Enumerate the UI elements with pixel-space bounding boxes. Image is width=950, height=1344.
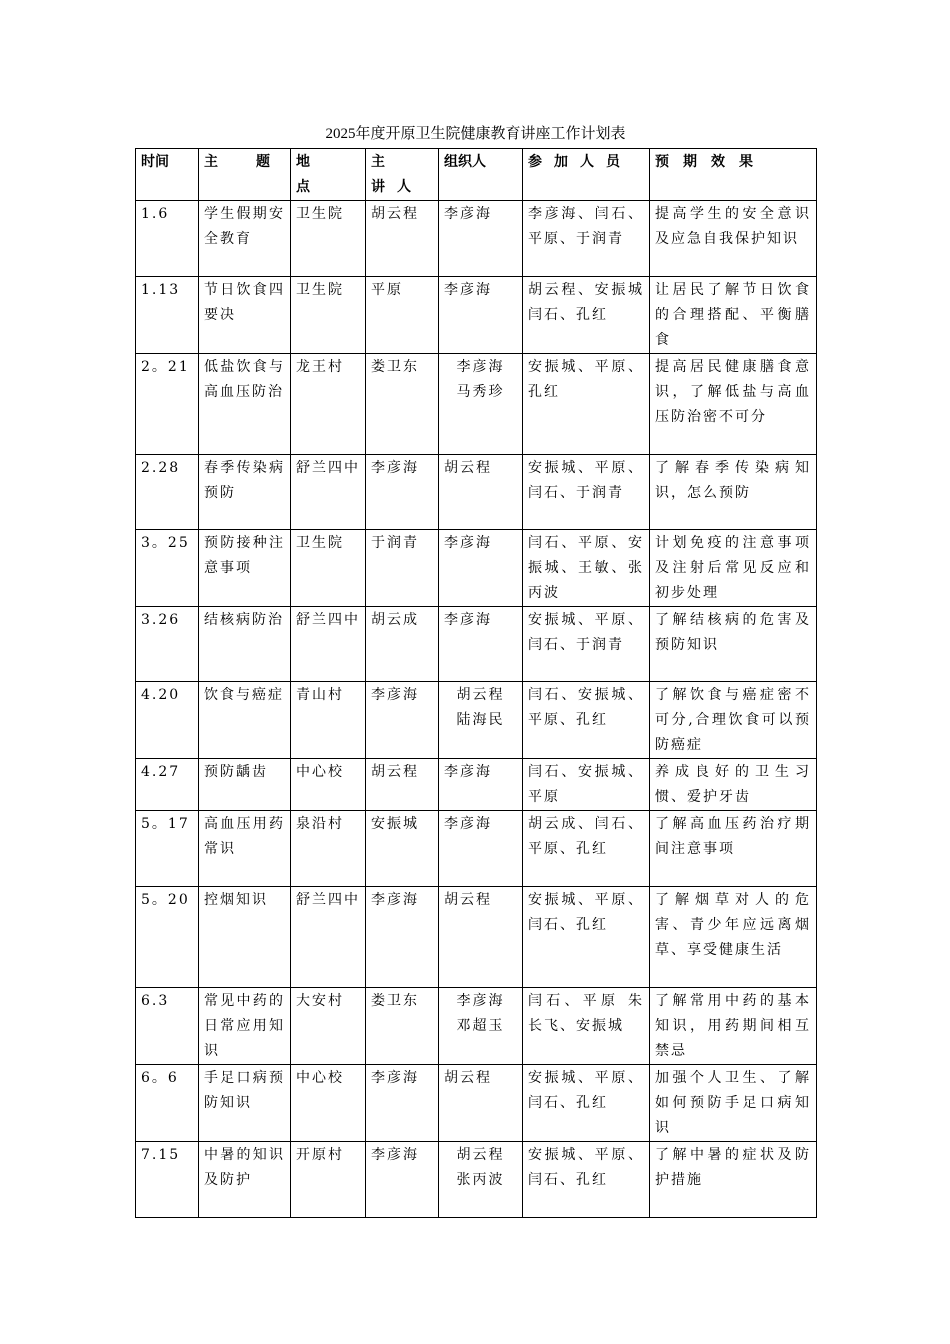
cell-speaker: 李彦海: [366, 887, 439, 988]
cell-effect: 提高居民健康膳食意识，了解低盐与高血压防治密不可分: [650, 354, 817, 455]
cell-speaker: 李彦海: [366, 1065, 439, 1142]
cell-organizer: [439, 1142, 523, 1218]
organizer-name: 胡云程: [456, 687, 505, 703]
header-effect: 预 期 效 果: [650, 149, 817, 201]
cell-topic: 饮食与癌症: [199, 682, 291, 759]
cell-place: 卫生院: [291, 530, 366, 607]
cell-participants: 安振城、平原、闫石、于润青: [523, 607, 650, 682]
cell-effect: 加强个人卫生、了解如何预防手足口病知识: [650, 1065, 817, 1142]
cell-organizer: [439, 682, 523, 759]
cell-organizer: [439, 354, 523, 455]
cell-date: 4.27: [136, 759, 199, 811]
cell-organizer: [439, 277, 523, 354]
cell-effect: 让居民了解节日饮食的合理搭配、平衡膳食: [650, 277, 817, 354]
cell-topic: 学生假期安全教育: [199, 201, 291, 277]
organizer-name: 邓超玉: [456, 1018, 505, 1034]
organizer-name: 李彦海: [444, 206, 492, 222]
cell-topic: 预防龋齿: [199, 759, 291, 811]
cell-speaker: 李彦海: [366, 1142, 439, 1218]
organizer-name: 胡云程: [444, 460, 492, 476]
organizer-name: 马秀珍: [456, 384, 505, 400]
organizer-name: 李彦海: [444, 764, 492, 780]
cell-date: 7.15: [136, 1142, 199, 1218]
cell-effect: 了解中暑的症状及防护措施: [650, 1142, 817, 1218]
cell-participants: 闫石、平原 朱长飞、安振城: [523, 988, 650, 1065]
cell-topic: 高血压用药常识: [199, 811, 291, 887]
cell-place: 舒兰四中: [291, 607, 366, 682]
cell-date: 5。17: [136, 811, 199, 887]
table-row: [136, 277, 817, 354]
cell-topic: 手足口病预防知识: [199, 1065, 291, 1142]
cell-participants: 安振城、平原、闫石、孔红: [523, 1065, 650, 1142]
table-row: [136, 201, 817, 277]
cell-place: 泉沿村: [291, 811, 366, 887]
header-speaker: 主 讲人: [366, 149, 439, 201]
cell-organizer: [439, 455, 523, 530]
cell-participants: 闫石、安振城、平原、孔红: [523, 682, 650, 759]
cell-participants: 李彦海、闫石、平原、于润青: [523, 201, 650, 277]
table-body: [136, 201, 817, 1218]
cell-effect: 了解结核病的危害及预防知识: [650, 607, 817, 682]
cell-topic: 预防接种注意事项: [199, 530, 291, 607]
organizer-name: 李彦海: [444, 282, 492, 298]
page-title: 2025年度开原卫生院健康教育讲座工作计划表: [325, 126, 626, 142]
organizer-name: 胡云程: [456, 1147, 505, 1163]
cell-organizer: [439, 988, 523, 1065]
cell-organizer: [439, 811, 523, 887]
cell-place: 开原村: [291, 1142, 366, 1218]
cell-participants: 闫石、平原、安振城、王敏、张丙波: [523, 530, 650, 607]
cell-organizer: [439, 759, 523, 811]
cell-date: 2.28: [136, 455, 199, 530]
organizer-name: 胡云程: [444, 892, 492, 908]
organizer-name: 李彦海: [444, 535, 492, 551]
cell-date: 5。20: [136, 887, 199, 988]
cell-place: 龙王村: [291, 354, 366, 455]
cell-speaker: 李彦海: [366, 455, 439, 530]
table-row: [136, 354, 817, 455]
cell-effect: 提高学生的安全意识及应急自我保护知识: [650, 201, 817, 277]
cell-effect: 了解饮食与癌症密不可分,合理饮食可以预防癌症: [650, 682, 817, 759]
table-row: [136, 759, 817, 811]
cell-place: 青山村: [291, 682, 366, 759]
organizer-name: 李彦海: [444, 816, 492, 832]
cell-place: 大安村: [291, 988, 366, 1065]
cell-date: 1.6: [136, 201, 199, 277]
cell-participants: 闫石、安振城、平原: [523, 759, 650, 811]
cell-organizer: [439, 887, 523, 988]
header-place: 地 点: [291, 149, 366, 201]
header-date: 时间: [136, 149, 199, 201]
organizer-name: 李彦海: [456, 359, 505, 375]
organizer-name: 张丙波: [456, 1172, 505, 1188]
cell-topic: 春季传染病预防: [199, 455, 291, 530]
cell-date: 6。6: [136, 1065, 199, 1142]
cell-speaker: 安振城: [366, 811, 439, 887]
cell-place: 卫生院: [291, 201, 366, 277]
header-organizer: 组织人: [439, 149, 523, 201]
table-row: [136, 1142, 817, 1218]
cell-date: 6.3: [136, 988, 199, 1065]
cell-speaker: 娄卫东: [366, 354, 439, 455]
table-row: [136, 988, 817, 1065]
cell-date: 3。25: [136, 530, 199, 607]
cell-effect: 养成良好的卫生习惯、爱护牙齿: [650, 759, 817, 811]
cell-topic: 节日饮食四要决: [199, 277, 291, 354]
table-header-row: [136, 149, 817, 201]
cell-topic: 结核病防治: [199, 607, 291, 682]
cell-effect: 了解烟草对人的危害、青少年应远离烟草、享受健康生活: [650, 887, 817, 988]
header-topic: 主 题: [199, 149, 291, 201]
organizer-name: 胡云程: [444, 1070, 492, 1086]
cell-organizer: [439, 530, 523, 607]
organizer-name: 陆海民: [456, 712, 505, 728]
cell-speaker: 胡云成: [366, 607, 439, 682]
cell-effect: 了解高血压药治疗期间注意事项: [650, 811, 817, 887]
cell-topic: 控烟知识: [199, 887, 291, 988]
lecture-plan-table: [135, 148, 817, 1218]
cell-organizer: [439, 607, 523, 682]
cell-participants: 安振城、平原、闫石、孔红: [523, 1142, 650, 1218]
cell-speaker: 平原: [366, 277, 439, 354]
cell-topic: 中暑的知识及防护: [199, 1142, 291, 1218]
cell-place: 中心校: [291, 1065, 366, 1142]
cell-place: 卫生院: [291, 277, 366, 354]
cell-date: 1.13: [136, 277, 199, 354]
cell-organizer: [439, 1065, 523, 1142]
cell-organizer: [439, 201, 523, 277]
cell-speaker: 李彦海: [366, 682, 439, 759]
cell-place: 中心校: [291, 759, 366, 811]
cell-topic: 低盐饮食与高血压防治: [199, 354, 291, 455]
organizer-name: 李彦海: [444, 612, 492, 628]
table-row: [136, 887, 817, 988]
cell-date: 3.26: [136, 607, 199, 682]
table-row: [136, 455, 817, 530]
cell-participants: 胡云成、闫石、平原、孔红: [523, 811, 650, 887]
cell-participants: 安振城、平原、孔红: [523, 354, 650, 455]
cell-place: 舒兰四中: [291, 887, 366, 988]
cell-participants: 安振城、平原、闫石、孔红: [523, 887, 650, 988]
table-row: [136, 811, 817, 887]
header-participants: 参加人员: [523, 149, 650, 201]
cell-participants: 胡云程、安振城闫石、孔红: [523, 277, 650, 354]
cell-speaker: 胡云程: [366, 759, 439, 811]
cell-topic: 常见中药的日常应用知识: [199, 988, 291, 1065]
cell-effect: 了解春季传染病知识，怎么预防: [650, 455, 817, 530]
cell-speaker: 娄卫东: [366, 988, 439, 1065]
cell-speaker: 胡云程: [366, 201, 439, 277]
cell-effect: 计划免疫的注意事项及注射后常见反应和初步处理: [650, 530, 817, 607]
cell-place: 舒兰四中: [291, 455, 366, 530]
table-row: [136, 607, 817, 682]
table-row: [136, 682, 817, 759]
cell-effect: 了解常用中药的基本知识，用药期间相互禁忌: [650, 988, 817, 1065]
cell-speaker: 于润青: [366, 530, 439, 607]
table-row: [136, 1065, 817, 1142]
cell-date: 2。21: [136, 354, 199, 455]
table-row: [136, 530, 817, 607]
cell-date: 4.20: [136, 682, 199, 759]
organizer-name: 李彦海: [456, 993, 505, 1009]
cell-participants: 安振城、平原、闫石、于润青: [523, 455, 650, 530]
